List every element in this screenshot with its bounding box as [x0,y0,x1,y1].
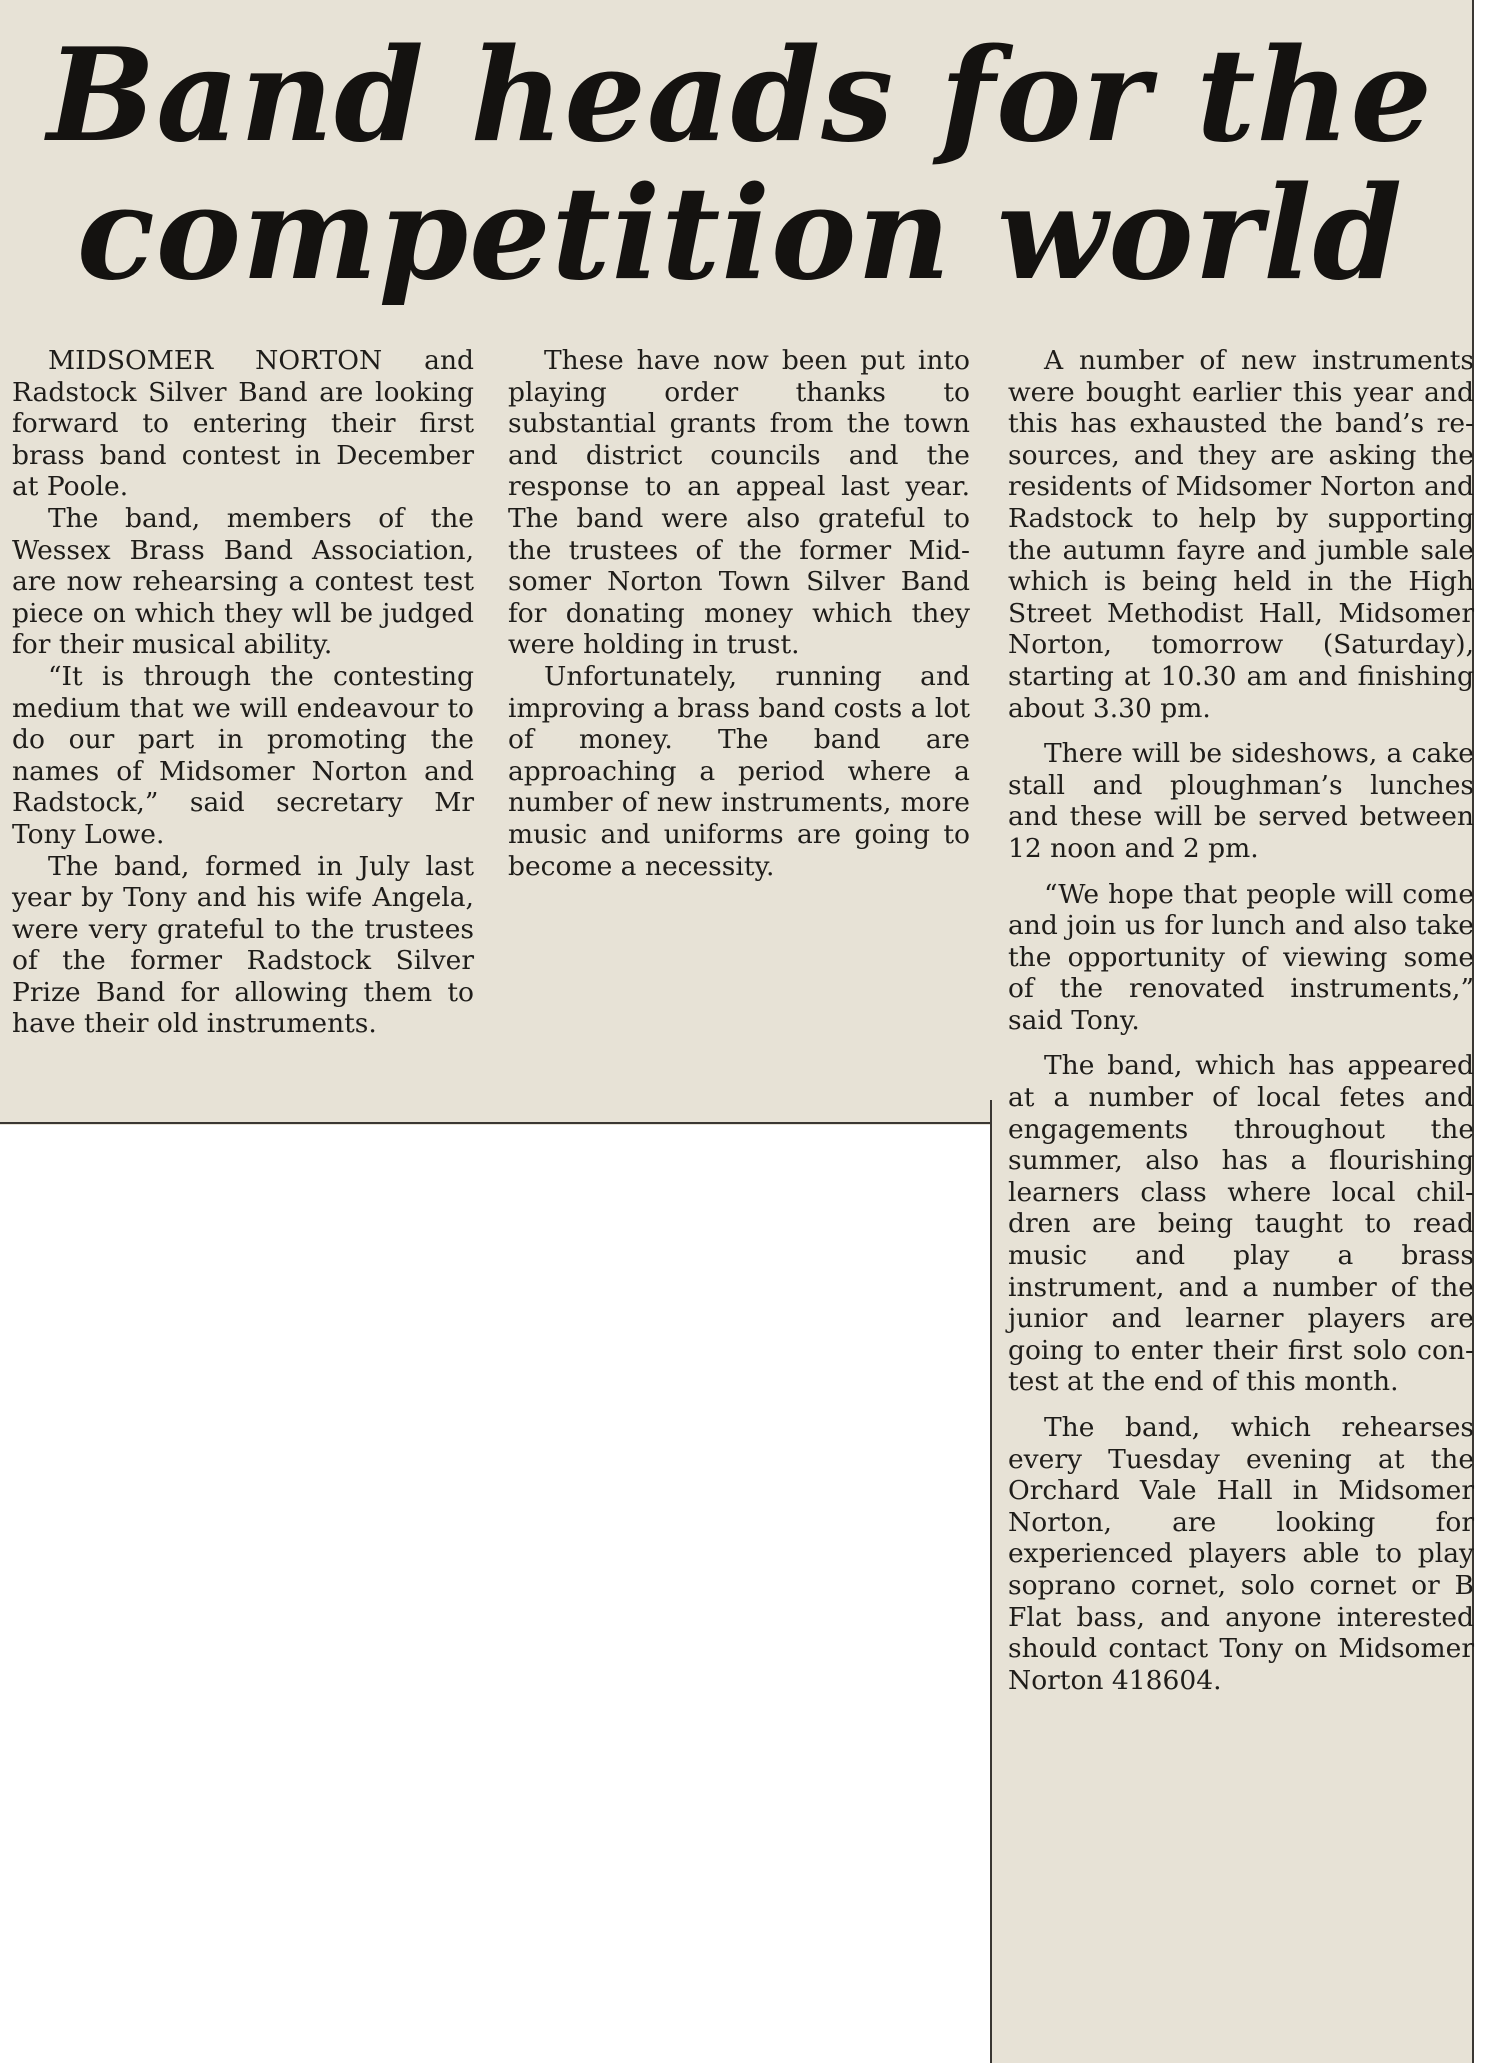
headline-line-2: competition world [76,159,1404,309]
headline-line-1: Band heads for the [47,21,1433,171]
article-paragraph-4: The band, formed in July last year by Tony and his wife Angela, were very grateful to the trustees of the former Radstock Silver Prize Band for allowing them to have their old instruments. [12,850,474,1040]
article-paragraph-11: The band, which rehearses every Tuesday evening at the Orchard Vale Hall in Midsomer Norton, are looking for experienced players able to play soprano cornet, solo cornet or B Flat bass, and anyone interested should contact Tony on Midsomer Norton 418604. [1008,1412,1474,1696]
article-paragraph-5: These have now been put into playing order thanks to substantial grants from the town and district councils and the response to an appeal last year. The band were also grateful to the trustees of the former Midsomer Norton Town Silver Band for donating money which they were holding in trust. [508,345,970,661]
article-paragraph-8: There will be sideshows, a cake stall and ploughman’s lunches and these will be served between 12 noon and 2 pm. [1008,738,1474,864]
article-paragraph-3: “It is through the contesting medium that we will endeavour to do our part in promoting the names of Midsomer Norton and Radstock,” said secretary Mr Tony Lowe. [12,660,474,850]
article-column-2 [508,345,970,882]
article-column-3 [1008,345,1474,1696]
article-paragraph-6: Unfortunately, running and improving a brass band costs a lot of money. The band are approaching a period where a number of new instruments, more music and uniforms are going to become a necessity. [508,660,970,882]
article-paragraph-2: The band, members of the Wessex Brass Band Association, are now rehearsing a contest test piece on which they wll be judged for their musical ability. [12,502,474,661]
article-paragraph-10: The band, which has appeared at a number of local fetes and engagements throughout the summer, also has a flourishing learners class where local children are being taught to read music and play a brass instrument, and a number of the junior and learner players are going to enter their first solo contest at the end of this month. [1008,1050,1474,1398]
clipping-bottom-rule [0,1122,990,1124]
column-rule-third [990,1100,992,2063]
article-column-1 [12,345,474,1040]
article-paragraph-1: MIDSOMER NORTON and Radstock Silver Band are looking forward to entering their first brass band contest in December at Poole. [12,345,474,503]
article-paragraph-7: A number of new instruments were bought earlier this year and this has exhausted the band’s resources, and they are asking the residents of Midsomer Norton and Radstock to help by supporting the autumn fayre and jumble sale which is being held in the High Street Methodist Hall, Midsomer Norton, tomorrow (Saturday), starting at 10.30 am and finishing about 3.30 pm. [1008,345,1474,724]
article-paragraph-9: “We hope that people will come and join us for lunch and also take the opportunity of viewing some of the renovated instruments,” said Tony. [1008,878,1474,1036]
